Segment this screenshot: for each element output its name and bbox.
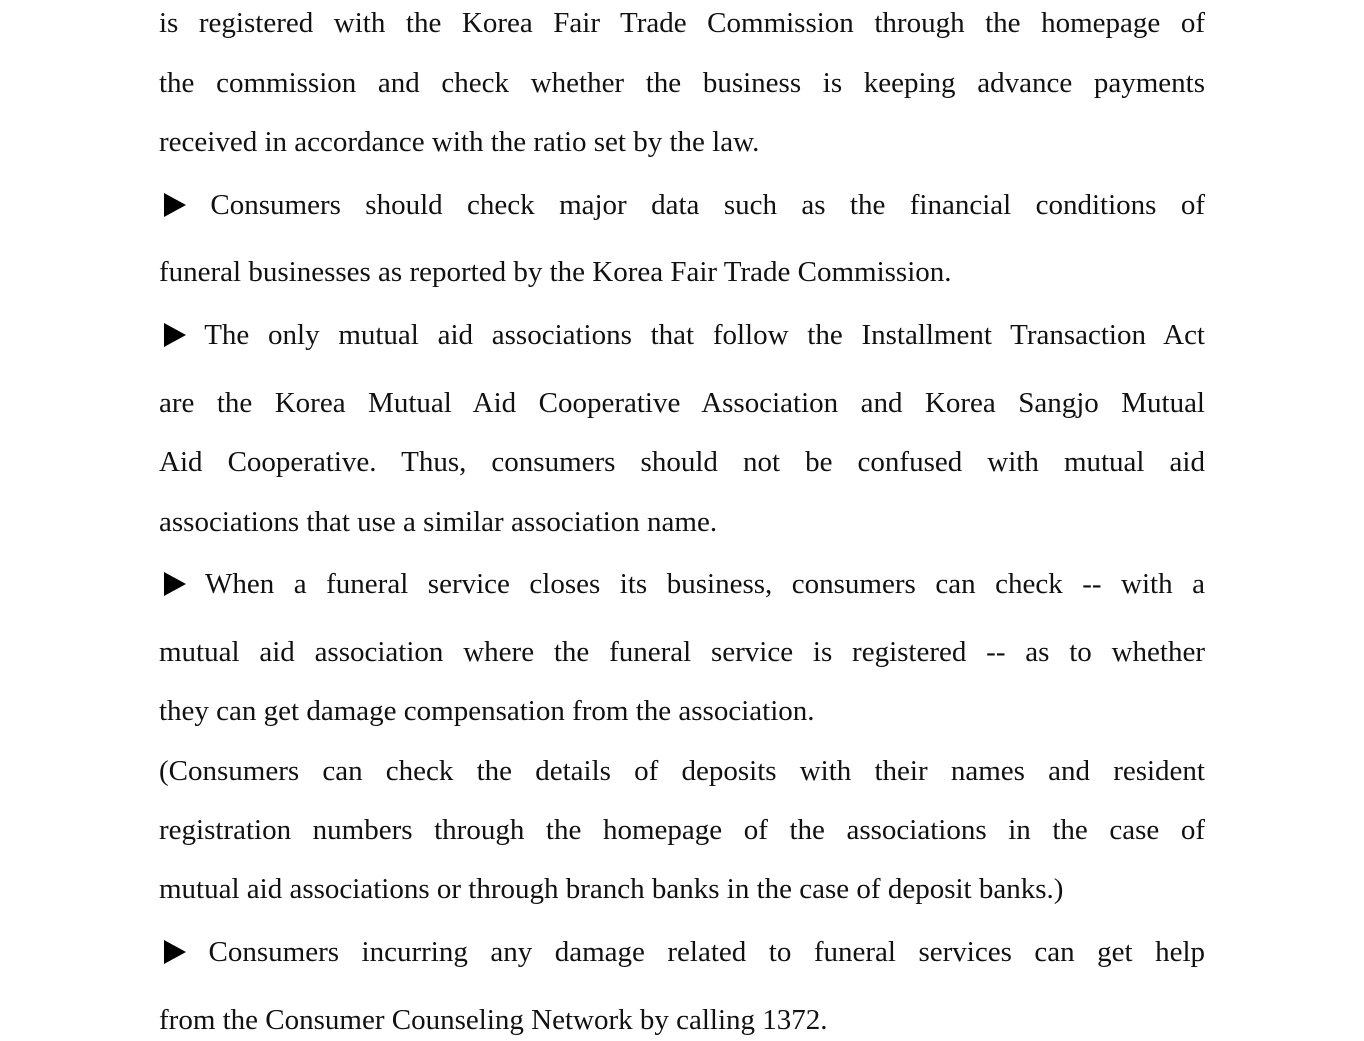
text-line: is registered with the Korea Fair Trade Commission through the homepage of bbox=[159, 7, 1205, 39]
text-line: (Consumers can check the details of deposits with their names and resident bbox=[159, 755, 1205, 787]
text-line: from the Consumer Counseling Network by calling 1372. bbox=[159, 1004, 828, 1036]
text-line: mutual aid associations or through branch banks in the case of deposit banks.) bbox=[159, 873, 1064, 905]
text-line: received in accordance with the ratio set by the law. bbox=[159, 126, 760, 158]
bullet-triangle-icon bbox=[164, 940, 186, 964]
text-line: Consumers should check major data such as the financial conditions of bbox=[210, 189, 1205, 221]
bullet-line bbox=[159, 564, 1205, 604]
bullet-triangle-icon bbox=[164, 193, 186, 217]
text-line: funeral businesses as reported by the Korea Fair Trade Commission. bbox=[159, 256, 952, 288]
text-line: they can get damage compensation from the association. bbox=[159, 695, 815, 727]
text-line: Consumers incurring any damage related to funeral services can get help bbox=[208, 936, 1206, 968]
text-line: associations that use a similar association name. bbox=[159, 506, 718, 538]
bullet-line bbox=[159, 932, 1205, 972]
text-line: registration numbers through the homepage of the associations in the case of bbox=[159, 814, 1205, 846]
text-line: the commission and check whether the business is keeping advance payments bbox=[159, 67, 1205, 99]
bullet-line bbox=[159, 185, 1205, 225]
bullet-triangle-icon bbox=[164, 572, 186, 596]
bullet-triangle-icon bbox=[164, 323, 186, 347]
text-line: mutual aid association where the funeral service is registered -- as to whether bbox=[159, 636, 1205, 668]
text-line: are the Korea Mutual Aid Cooperative Association and Korea Sangjo Mutual bbox=[159, 387, 1205, 419]
text-line: When a funeral service closes its business, consumers can check -- with a bbox=[205, 568, 1205, 600]
text-line: The only mutual aid associations that follow the Installment Transaction Act bbox=[204, 319, 1205, 351]
bullet-line bbox=[159, 315, 1205, 355]
text-line: Aid Cooperative. Thus, consumers should not be confused with mutual aid bbox=[159, 446, 1205, 478]
